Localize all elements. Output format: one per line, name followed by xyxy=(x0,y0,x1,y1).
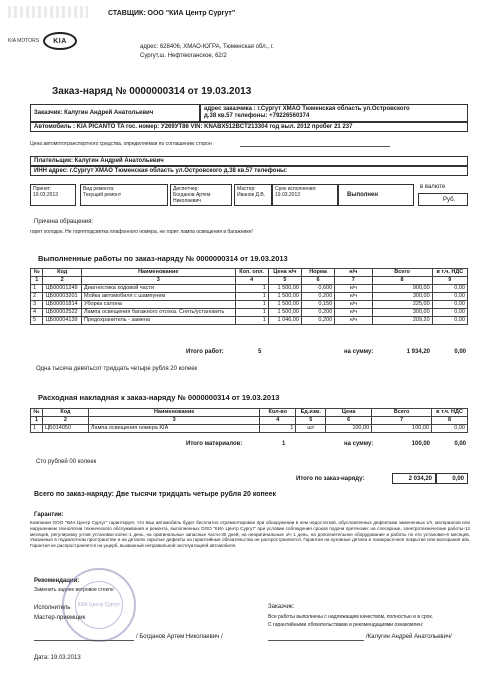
works-cell: Уборка салона xyxy=(81,301,235,309)
logo-block xyxy=(8,6,98,46)
executor-title: СТАВЩИК: ООО "КИА Центр Сургут" xyxy=(108,10,236,17)
works-cell: в т.ч. НДС xyxy=(432,269,467,277)
works-cell: 1 xyxy=(235,301,268,309)
materials-cell: 1 xyxy=(31,417,43,425)
sign-date: Дата: 19.03.2013 xyxy=(34,655,81,661)
materials-cell: 6 xyxy=(326,417,372,425)
works-cell: 1 xyxy=(31,285,43,293)
materials-cell: № xyxy=(31,409,43,417)
deadline: 19.03.2013 xyxy=(275,192,301,198)
deadline-label: Срок исполнения: xyxy=(275,186,317,192)
works-cell: н/ч xyxy=(335,301,372,309)
materials-cell: Всего xyxy=(372,409,432,417)
works-cell: 5 xyxy=(31,317,43,325)
materials-sum-label: на сумму: xyxy=(344,441,374,447)
materials-cell: 100,00 xyxy=(326,425,372,433)
works-cell: Предохранитель - замена xyxy=(81,317,235,325)
materials-cell: 100,00 xyxy=(372,425,432,433)
materials-cell: 1 xyxy=(31,425,43,433)
works-cell: 300,00 xyxy=(372,309,432,317)
grand-total-vat: 0,00 xyxy=(436,473,468,484)
repair-type-cell xyxy=(80,184,168,206)
works-cell: н/ч xyxy=(335,293,372,301)
accepted-cell xyxy=(30,184,76,206)
works-cell: 7 xyxy=(335,277,372,285)
grand-total-sum: 2 034,20 xyxy=(392,473,436,484)
works-cell: № xyxy=(31,269,43,277)
works-cell: 1 xyxy=(235,285,268,293)
reason: горит холодок. Не горятподсветка плафонного номера, не горит лампа освещения в багажнике! xyxy=(30,229,253,235)
repair-type-label: Вид ремонта: xyxy=(83,186,115,192)
executor-sign-label: Исполнитель xyxy=(34,605,71,611)
customer-address-2: д.38 кв.57 телефоны: +79226560374 xyxy=(204,113,310,119)
customer-address: адрес заказчика : г.Сургут ХМАО Тюменская область ул.Островского xyxy=(204,106,410,112)
customer-sign-line xyxy=(268,640,364,641)
materials-words: Сто рублей 00 копеек xyxy=(36,459,97,465)
status-badge: Выполнен xyxy=(338,184,414,206)
currency-label: в валюте xyxy=(420,184,446,190)
works-total-qty: 5 xyxy=(258,349,262,355)
works-cell: 4 xyxy=(31,309,43,317)
materials-total-label: Итого материалов: xyxy=(186,441,243,447)
works-cell: 9 xyxy=(432,277,467,285)
price-note: Цена автомототранспортного средства, определяемая по соглашению сторон xyxy=(30,141,212,147)
works-cell: 0,150 xyxy=(301,301,334,309)
inn-address: ИНН адрес: г.Сургут ХМАО Тюменская область ул.Островского д.38 кв.57 телефоны: xyxy=(30,166,468,176)
works-cell: Код xyxy=(43,269,82,277)
works-cell: н/ч xyxy=(335,285,372,293)
payer: Плательщик: Калугин Андрей Анатольевич xyxy=(30,156,468,166)
materials-cell: 2 xyxy=(42,417,88,425)
materials-sum-vat: 0,00 xyxy=(454,441,466,447)
works-row xyxy=(31,285,468,293)
works-cell: 0,00 xyxy=(432,301,467,309)
currency: Руб. xyxy=(418,193,468,206)
works-cell: 0,200 xyxy=(301,317,334,325)
scan-artifact xyxy=(8,6,88,18)
works-cell: 2 xyxy=(43,277,82,285)
works-cell: н/ч xyxy=(335,269,372,277)
materials-cell: Ед.изм. xyxy=(296,409,326,417)
works-sum: 1 934,20 xyxy=(406,349,430,355)
reason-label: Причина обращения: xyxy=(34,219,94,225)
executor-address-2: Сургут,ш. Нефтеюганское, 62/2 xyxy=(140,53,227,59)
works-cell: Наименование xyxy=(81,269,235,277)
materials-cell: Кол-во xyxy=(260,409,296,417)
dispatcher-label: Диспетчер: xyxy=(173,186,199,192)
works-title: Выполненные работы по заказ-наряду № 0000000314 от 19.03.2013 xyxy=(38,254,288,263)
customer-sign-text-2: С гарантийными обязательствами и рекомендациями ознакомлен: xyxy=(268,622,424,628)
customer-sign-text-1: Все работы выполнены с надлежащим качеством, полностью и в срок. xyxy=(268,614,434,620)
master-label: Мастер: xyxy=(237,186,256,192)
works-cell: 1 xyxy=(31,277,43,285)
master-sign-label: Мастер-приемщик xyxy=(34,615,86,621)
works-cell: ЦБ00001249 xyxy=(43,285,82,293)
works-cell: 0,00 xyxy=(432,309,467,317)
works-cell: н/ч xyxy=(335,317,372,325)
works-cell: Всего xyxy=(372,269,432,277)
materials-cell: Лампа освещения номера KIA xyxy=(88,425,259,433)
warranty-text: Компания ООО "КИА Центр Сургут" гарантирует, что ваш автомобиль будет бесплатно отремонтирован при обнаружении в нем недостатков, обусловленных дефектами замененных з/ч, материалов или нарушением технологии технического обслуживания и ремонта, выполненных ООО "КИА Центр Сургут" при условии соблюдения сроков подачи претензии: на слесарные, электротехнические работы-12 месяцев, регулировку углов установки колес-1 день, на оригинальные запасные части-30 дней, на неоригинальные з/ч 1 день, на дополнительное оборудование и работы по его установке-6 месяцев. Указанные в подкапотном пространстве и на деталях скрытые дефекты на гарантийные обязательства не распространяются. Гарантия на кузовные детали и лакокрасочное покрытие или возгорания а/м. Гарантия не распространяется на ущерб, вызванный неправильной эксплуатацией автомобиля. xyxy=(30,520,470,549)
works-cell: 0,00 xyxy=(432,317,467,325)
materials-cell: 4 xyxy=(260,417,296,425)
materials-title: Расходная накладная к заказ-наряду № 0000000314 от 19.03.2013 xyxy=(38,393,280,402)
works-cell: 1 500,00 xyxy=(268,293,301,301)
dispatcher-cell xyxy=(170,184,232,206)
works-cell: Норма xyxy=(301,269,334,277)
works-cell: ЦБ00002522 xyxy=(43,309,82,317)
works-row xyxy=(31,301,468,309)
works-cell: 0,200 xyxy=(301,293,334,301)
works-cell: н/ч xyxy=(335,309,372,317)
works-cell: 2 xyxy=(31,293,43,301)
works-colnum-row xyxy=(31,277,468,285)
works-cell: 0,200 xyxy=(301,309,334,317)
accepted-date: 19.03.2013 xyxy=(33,192,59,198)
works-cell: ЦБ00001814 xyxy=(43,301,82,309)
materials-header-row xyxy=(31,409,468,417)
materials-row xyxy=(31,425,468,433)
master-sign-line xyxy=(34,640,134,641)
materials-cell: Код xyxy=(42,409,88,417)
materials-cell: 0,00 xyxy=(431,425,467,433)
customer-name: Заказчик: Калугин Андрей Анатольевич xyxy=(30,104,200,122)
works-cell: 1 xyxy=(235,309,268,317)
recommendations-text: Заменить заднее ветровое стекло xyxy=(34,587,114,593)
works-cell: 4 xyxy=(235,277,268,285)
works-cell: 1 xyxy=(235,317,268,325)
works-cell: 0,00 xyxy=(432,285,467,293)
works-cell: 1 500,00 xyxy=(268,309,301,317)
works-header-row xyxy=(31,269,468,277)
repair-type: Текущий ремонт xyxy=(83,192,122,198)
stamp-text: КИА Центр Сургут xyxy=(77,602,121,608)
kia-logo: KIA xyxy=(43,32,77,50)
works-cell: 209,20 xyxy=(372,317,432,325)
works-table xyxy=(30,268,468,325)
works-cell: Цена н/ч xyxy=(268,269,301,277)
works-cell: Мойка автомобиля с шампунем xyxy=(81,293,235,301)
works-total-label: Итого работ: xyxy=(186,349,224,355)
works-row xyxy=(31,317,468,325)
works-cell: 1 xyxy=(235,293,268,301)
materials-cell: Наименование xyxy=(88,409,259,417)
works-cell: 1 500,00 xyxy=(268,301,301,309)
recommendations-title: Рекомендации: xyxy=(34,578,80,584)
works-cell: 0,00 xyxy=(432,293,467,301)
works-cell: 3 xyxy=(31,301,43,309)
materials-cell: 8 xyxy=(431,417,467,425)
works-row xyxy=(31,293,468,301)
company-stamp xyxy=(62,568,136,642)
works-sum-vat: 0,00 xyxy=(454,349,466,355)
grand-total-label: Итого по заказ-наряду: xyxy=(296,476,365,482)
works-cell: 225,00 xyxy=(372,301,432,309)
price-line xyxy=(240,146,390,147)
works-cell: 3 xyxy=(81,277,235,285)
works-cell: 300,00 xyxy=(372,293,432,301)
materials-sum: 100,00 xyxy=(411,441,430,447)
works-cell: 5 xyxy=(268,277,301,285)
works-cell: ЦБ00004139 xyxy=(43,317,82,325)
master-name: / Богданов Артем Николаевич / xyxy=(136,634,223,640)
works-cell: Кол. опл. xyxy=(235,269,268,277)
works-sum-label: на сумму: xyxy=(344,349,374,355)
materials-cell: в т.ч. НДС xyxy=(431,409,467,417)
master: Иванов Д.В. xyxy=(237,192,266,198)
materials-total-qty: 1 xyxy=(282,441,286,447)
materials-cell: 1 xyxy=(260,425,296,433)
grand-total-words: Всего по заказ-наряду: Две тысячи тридцать четыре рубля 20 копеек xyxy=(34,491,277,498)
works-cell: 1 500,00 xyxy=(268,285,301,293)
works-words: Одна тысяча девятьсот тридцать четыре рубля 20 копеек xyxy=(36,366,198,372)
materials-cell: шт xyxy=(296,425,326,433)
master-cell xyxy=(234,184,272,206)
materials-cell: 7 xyxy=(372,417,432,425)
customer-address-box xyxy=(200,104,468,122)
works-row xyxy=(31,309,468,317)
works-cell: 6 xyxy=(301,277,334,285)
materials-table xyxy=(30,408,468,433)
materials-cell: 3 xyxy=(88,417,259,425)
brand-small-text: KIA MOTORS xyxy=(8,38,40,44)
executor-address-1: адрес: 628406, ХМАО-ЮГРА, Тюменская обл., г. xyxy=(140,44,274,50)
works-cell: ЦБ00003201 xyxy=(43,293,82,301)
works-cell: 8 xyxy=(372,277,432,285)
works-cell: 900,00 xyxy=(372,285,432,293)
dispatcher: Богданов Артем Николаевич xyxy=(173,192,211,204)
materials-cell: 5 xyxy=(296,417,326,425)
deadline-cell xyxy=(272,184,338,206)
works-cell: Лампа освещения багажного отсека. Снять/установить xyxy=(81,309,235,317)
materials-cell: ЦБ014050 xyxy=(42,425,88,433)
works-cell: Диагностика ходовой части xyxy=(81,285,235,293)
customer-name-sign: /Калугин Андрей Анатольевич/ xyxy=(366,634,452,640)
customer-sign-label: Заказчик: xyxy=(268,604,295,610)
materials-colnum-row xyxy=(31,417,468,425)
materials-cell: Цена xyxy=(326,409,372,417)
works-cell: 1 046,00 xyxy=(268,317,301,325)
works-cell: 0,600 xyxy=(301,285,334,293)
car-info: Автомобиль : KIA PICANTO TA гос. номер: У269УТ86 VIN: KNABX512BCT213304 год выл. 2012 пробег 21 237 xyxy=(30,122,468,132)
warranty-title: Гарантии: xyxy=(34,512,64,518)
order-title: Заказ-наряд № 0000000314 от 19.03.2013 xyxy=(52,86,252,97)
accepted-label: Принят: xyxy=(33,186,52,192)
